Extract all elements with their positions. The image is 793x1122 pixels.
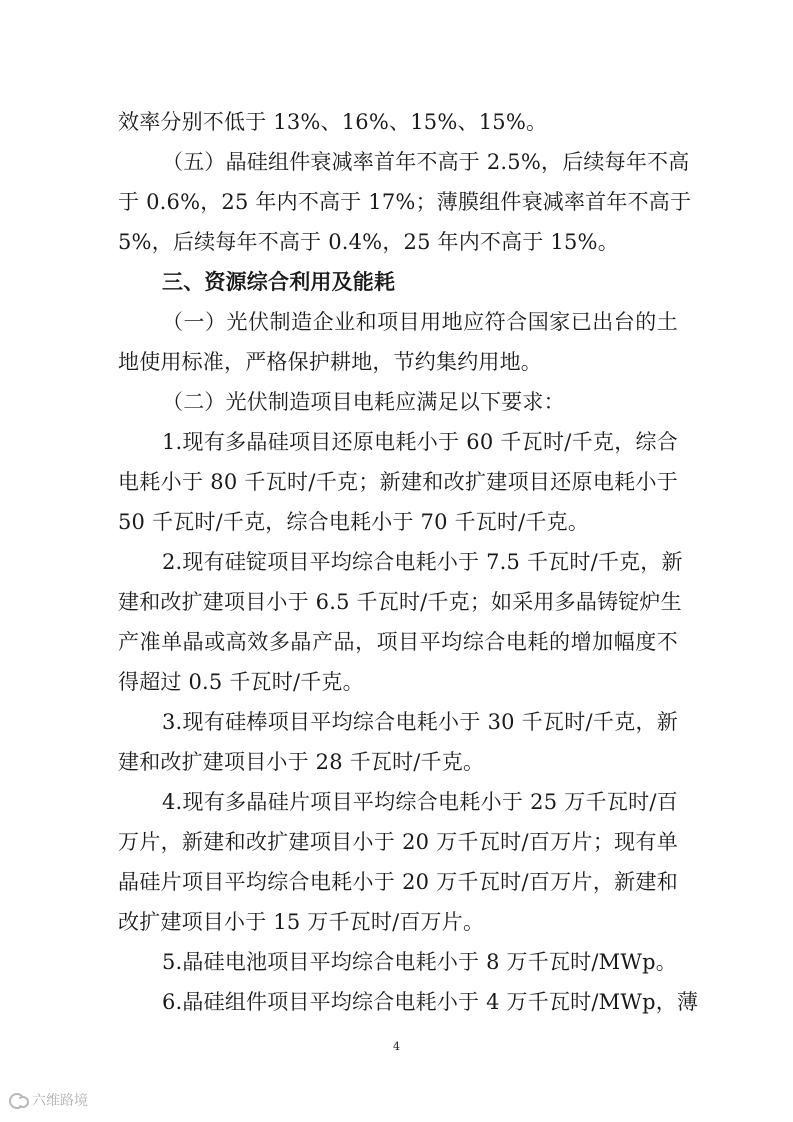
text-line: （二）光伏制造项目电耗应满足以下要求： <box>162 390 565 414</box>
text-line: 4.现有多晶硅片项目平均综合电耗小于 25 万千瓦时/百 <box>162 790 678 814</box>
text-line: 得超过 0.5 千瓦时/千克。 <box>118 670 364 694</box>
text-line: 建和改扩建项目小于 28 千瓦时/千克。 <box>118 750 485 774</box>
text-line: 万片，新建和改扩建项目小于 20 万千瓦时/百万片；现有单 <box>118 830 678 854</box>
text-line: 地使用标准，严格保护耕地，节约集约用地。 <box>118 350 542 374</box>
text-line: 效率分别不低于 13%、16%、15%、15%。 <box>118 110 548 134</box>
watermark-logo-icon <box>8 1091 28 1109</box>
text-line: 产准单晶或高效多晶产品，项目平均综合电耗的增加幅度不 <box>118 630 678 654</box>
text-line: 3.现有硅棒项目平均综合电耗小于 30 千瓦时/千克，新 <box>162 710 678 734</box>
section-heading: 三、资源综合利用及能耗 <box>162 270 396 294</box>
text-line: 晶硅片项目平均综合电耗小于 20 万千瓦时/百万片，新建和 <box>118 870 678 894</box>
text-line: 于 0.6%，25 年内不高于 17%；薄膜组件衰减率首年不高于 <box>118 190 692 214</box>
text-line: （五）晶硅组件衰减率首年不高于 2.5%，后续每年不高 <box>162 150 690 174</box>
text-line: 5%，后续每年不高于 0.4%，25 年内不高于 15%。 <box>118 230 619 254</box>
text-line: 5.晶硅电池项目平均综合电耗小于 8 万千瓦时/MWp。 <box>162 950 677 974</box>
text-line: 1.现有多晶硅项目还原电耗小于 60 千瓦时/千克，综合 <box>162 430 678 454</box>
watermark <box>8 1090 88 1110</box>
page-number: 4 <box>393 1040 400 1053</box>
text-line: 2.现有硅锭项目平均综合电耗小于 7.5 千瓦时/千克，新 <box>162 550 683 574</box>
watermark-text: 六维路境 <box>32 1093 88 1109</box>
text-line: 改扩建项目小于 15 万千瓦时/百万片。 <box>118 910 485 934</box>
text-line: 6.晶硅组件项目平均综合电耗小于 4 万千瓦时/MWp，薄 <box>162 990 699 1014</box>
text-line: 电耗小于 80 千瓦时/千克；新建和改扩建项目还原电耗小于 <box>118 470 678 494</box>
text-line: 50 千瓦时/千克，综合电耗小于 70 千瓦时/千克。 <box>118 510 590 534</box>
text-line: （一）光伏制造企业和项目用地应符合国家已出台的土 <box>162 310 678 334</box>
text-line: 建和改扩建项目小于 6.5 千瓦时/千克；如采用多晶铸锭炉生 <box>118 590 682 614</box>
